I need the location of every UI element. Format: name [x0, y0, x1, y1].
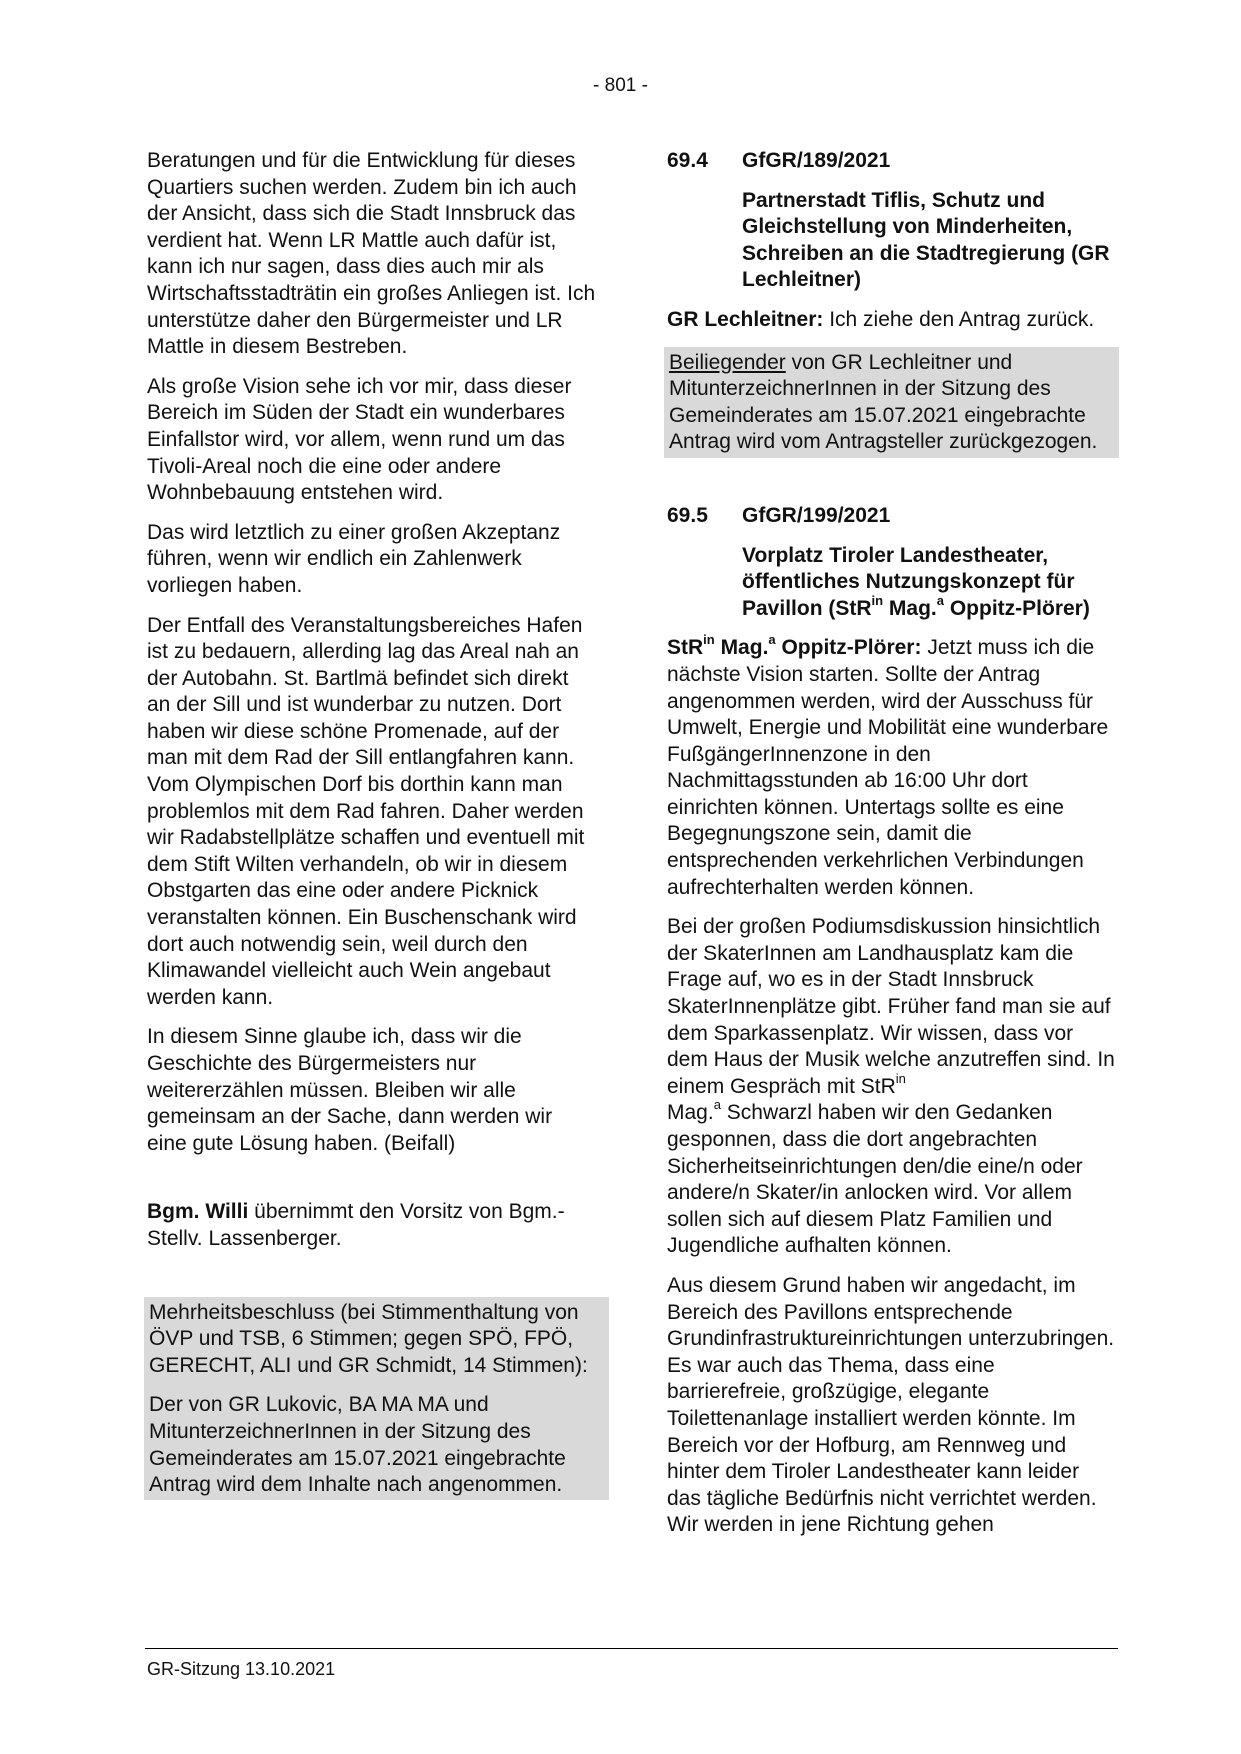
item-code: GfGR/199/2021 — [742, 503, 891, 527]
withdrawal-body: von GR Lechleitner und MitunterzeichnerInnen in der Sitzung des Gemeinderates am 15.07.2021 eingebrachte Antrag wird vom Antragsteller zurückgezogen. — [669, 350, 1098, 454]
item-number: 69.5 — [667, 503, 708, 527]
item-69-4-heading — [667, 148, 1115, 175]
left-paragraph-4: Der Entfall des Veranstaltungsbereiches Hafen ist zu bedauern, allerding lag das Areal nah an der Autobahn. St. Bartlmä befindet sich direkt an der Sill und ist wunderbar zu nutzen. Dort haben wir diese schöne Promenade, auf der man mit dem Rad der Sill entlangfahren kann. Vom Olympischen Dorf bis dorthin kann man problemlos mit dem Rad fahren. Daher werden wir Radabstellplätze schaffen und eventuell mit dem Stift Wilten verhandeln, ob wir in diesem Obstgarten das eine oder andere Picknick veranstalten können. Ein Buschenschank wird dort auch notwendig sein, weil durch den Klimawandel vielleicht auch Wein angebaut werden kann. — [147, 613, 585, 1009]
paragraph-superscript: in — [895, 1070, 906, 1086]
speaker-superscript: a — [768, 632, 776, 648]
resolution-heading: Mehrheitsbeschluss (bei Stimmenthaltung von ÖVP und TSB, 6 Stimmen; gegen SPÖ, FPÖ, GERECHT, ALI und GR Schmidt, 14 Stimmen): — [149, 1300, 588, 1377]
speaker-superscript: in — [703, 632, 715, 648]
chair-change-note — [147, 1199, 597, 1252]
item-69-5-paragraph-2 — [667, 914, 1115, 1260]
subject-superscript: in — [871, 592, 884, 608]
chair-speaker: Bgm. Willi — [147, 1200, 249, 1224]
paragraph-part: Schwarzl haben wir den Gedanken gesponnen, dass die dort angebrachten Sicherheitseinrichtungen den/die eine/n oder andere/n Skater/in anlocken wird. Vor allem sollen sich auf diesem Platz Familien und Jugendliche aufhalten können. — [667, 1101, 1083, 1258]
paragraph-part: Mag. — [667, 1101, 714, 1125]
speaker-name — [667, 632, 922, 660]
subject-superscript: a — [936, 592, 944, 608]
chair-text: übernimmt den Vorsitz von Bgm.-Stellv. Lassenberger. — [147, 1200, 565, 1250]
item-69-5-subject — [742, 543, 1115, 623]
subject-part: Vorplatz Tiroler Landestheater, öffentliches Nutzungskonzept für Pavillon (StR — [742, 543, 1075, 620]
speaker-part: Mag. — [714, 636, 769, 660]
item-69-5-paragraph-3: Aus diesem Grund haben wir angedacht, im Bereich des Pavillons entsprechende Grundinfrastruktureinrichtungen unterzubringen. Es war auch das Thema, dass eine barrierefreie, großzügige, elegante Toilettenanlage installiert werden könnte. Im Bereich vor der Hofburg, am Rennweg und hinter dem Tiroler Landestheater kann leider das tägliche Bedürfnis nicht verrichtet werden. Wir werden in jene Richtung gehen — [667, 1273, 1115, 1537]
paragraph-superscript: a — [713, 1097, 721, 1113]
attachment-link[interactable]: Beiliegender — [669, 350, 786, 374]
item-69-5-speech — [667, 632, 1115, 901]
resolution-text: Der von GR Lukovic, BA MA MA und MitunterzeichnerInnen in der Sitzung des Gemeinderates am 15.07.2021 eingebrachte Antrag wird dem Inhalte nach angenommen. — [149, 1393, 566, 1497]
item-69-4-subject: Partnerstadt Tiflis, Schutz und Gleichstellung von Minderheiten, Schreiben an die Stadtregierung (GR Lechleitner) — [742, 188, 1110, 292]
left-column — [147, 148, 597, 1500]
subject-part: Oppitz-Plörer) — [944, 596, 1090, 620]
right-column — [667, 148, 1115, 1552]
left-paragraph-5: In diesem Sinne glaube ich, dass wir die Geschichte des Bürgermeisters nur weitererzählen müssen. Bleiben wir alle gemeinsam an der Sache, dann werden wir eine gute Lösung haben. (Beifall) — [147, 1025, 553, 1155]
item-number: 69.4 — [667, 149, 708, 172]
speech-text: Jetzt muss ich die nächste Vision starten. Sollte der Antrag angenommen werden, wird der Ausschuss für Umwelt, Energie und Mobilität eine wunderbare FußgängerInnenzone in den Nachmittagsstunden ab 16:00 Uhr dort einrichten können. Untertags sollte es eine Begegnungszone sein, damit die entsprechenden verkehrlichen Verbindungen aufrechterhalten werden können. — [667, 636, 1109, 899]
item-69-5-heading — [667, 503, 1115, 530]
withdrawal-text — [669, 350, 1114, 456]
footer-session-date: GR-Sitzung 13.10.2021 — [147, 1659, 336, 1679]
footer-divider — [145, 1648, 1118, 1649]
resolution-box — [144, 1297, 609, 1500]
left-paragraph-3: Das wird letztlich zu einer großen Akzeptanz führen, wenn wir endlich ein Zahlenwerk vorliegen haben. — [147, 520, 561, 597]
speaker-part: StR — [667, 636, 704, 660]
speaker-part: Oppitz-Plörer: — [775, 636, 922, 660]
paragraph-part: Bei der großen Podiumsdiskussion hinsichtlich der SkaterInnen am Landhausplatz kam die Frage auf, wo es in der Stadt Innsbruck SkaterInnenplätze gibt. Früher fand man sie auf dem Sparkassenplatz. Wir wissen, dass vor dem Haus der Musik welche anzutreffen sind. In einem Gespräch mit StR — [667, 915, 1115, 1098]
speaker-name: GR Lechleitner: — [667, 307, 824, 331]
subject-part: Mag. — [883, 596, 937, 620]
item-code: GfGR/189/2021 — [742, 149, 891, 172]
speech-text: Ich ziehe den Antrag zurück. — [823, 307, 1095, 331]
withdrawal-box — [664, 347, 1119, 458]
left-paragraph-1: Beratungen und für die Entwicklung für dieses Quartiers suchen werden. Zudem bin ich auch der Ansicht, dass sich die Stadt Innsbruck das verdient hat. Wenn LR Mattle auch dafür ist, kann ich nur sagen, dass dies auch mir als Wirtschaftsstadträtin ein großes Anliegen ist. Ich unterstütze daher den Bürgermeister und LR Mattle in diesem Bestreben. — [147, 149, 596, 359]
page-number: - 801 - — [593, 75, 648, 96]
left-paragraph-2: Als große Vision sehe ich vor mir, dass dieser Bereich im Süden der Stadt ein wunderbares Einfallstor wird, vor allem, wenn rund um das Tivoli-Areal noch die eine oder andere Wohnbebauung entstehen wird. — [147, 374, 572, 505]
item-69-4-speech — [667, 307, 1115, 334]
